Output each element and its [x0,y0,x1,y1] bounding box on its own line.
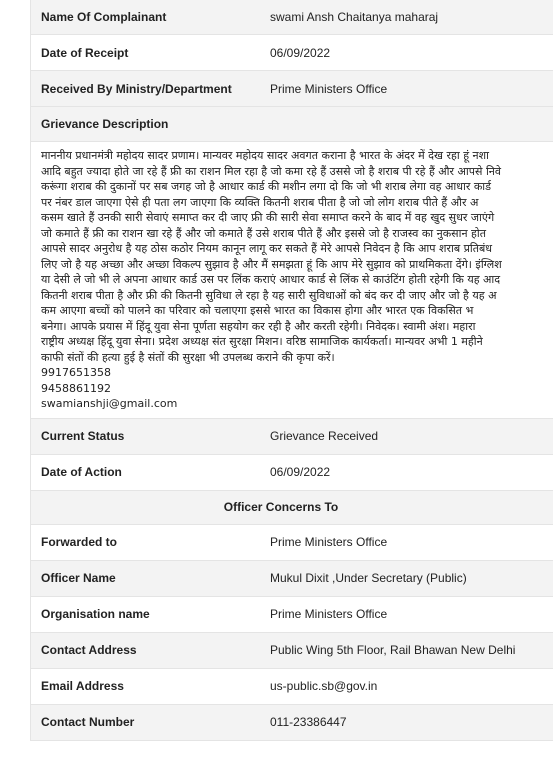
complainant-value: swami Ansh Chaitanya maharaj [270,10,439,24]
ministry-row [31,71,553,107]
officer-name-value: Mukul Dixit ,Under Secretary (Public) [270,571,467,585]
description-line: काफी संतों की हत्या हुई है संतों की सुरक्षा भी उपलब्ध कराने की कृपा करें। [41,350,335,364]
current-status-value: Grievance Received [270,429,379,443]
complainant-label: Name Of Complainant [41,10,167,24]
description-line: आदि बहुत ज्यादा होते जा रहे हैं फ्री का राशन मिल रहा है जो कमा रहे हैं उससे जो है शराब पी रहे हैं और आपसे निवे [41,164,502,178]
ministry-label: Received By Ministry/Department [41,81,232,96]
grievance-description-text [31,142,553,419]
description-line: बनेगा। आपके प्रयास में हिंदू युवा सेना पूर्णता सहयोग कर रही है और करती रहेगी। निवेदक। स्वामी अंश। महारा [41,319,476,333]
organisation-name-label: Organisation name [41,607,150,621]
receipt-date-label: Date of Receipt [41,45,129,60]
organisation-name-value: Prime Ministers Office [270,607,388,621]
description-line: या देसी ले जो भी ले अपना आधार कार्ड उस पर लिंक कराएं आधार कार्ड से लिंक से काउंटिंग होती रहेगी कि यह आद [41,273,501,286]
description-line: लिए जो है यह अच्छा और अच्छा विकल्प सुझाव है और मैं समझता हूं कि आप मेरे सुझाव को प्राथमिकता देंगे। इंग्लिश [41,257,502,271]
description-line: पर नंबर डाल जाएगा ऐसे ही पता लग जाएगा कि व्यक्ति कितनी शराब पीता है जो जो लोग शराब पीते हैं और अ [41,195,479,209]
date-of-action-value: 06/09/2022 [270,465,331,479]
description-line: कम आएगा बच्चों को पालने का परिवार को चलाएगा इससे भारत का विकास होगा और भारत एक विकसित भ [41,304,474,317]
complainant-row [31,0,553,35]
forwarded-to-row [31,525,553,561]
current-status-row [31,419,553,455]
current-status-label: Current Status [41,429,125,443]
contact-number-value: 011-23386447 [270,715,347,729]
email-address-value: us-public.sb@gov.in [270,679,378,693]
date-of-action-label: Date of Action [41,465,122,479]
email-address-label: Email Address [41,679,124,693]
forwarded-to-label: Forwarded to [41,535,118,549]
officer-name-label: Officer Name [41,571,116,585]
officer-name-row [31,561,553,597]
forwarded-to-value: Prime Ministers Office [270,535,388,549]
contact-address-value: Public Wing 5th Floor, Rail Bhawan New Delhi [270,643,516,657]
organisation-name-row [31,597,553,633]
phone-number-2: 9458861192 [41,381,111,395]
contact-address-row [31,633,553,669]
description-line: माननीय प्रधानमंत्री महोदय सादर प्रणाम। मान्यवर महोदय सादर अवगत कराना है भारत के अंदर में देख रहा हूं नशा [41,149,489,162]
ministry-value: Prime Ministers Office [270,81,388,96]
contact-number-label: Contact Number [41,715,135,729]
email-text: swamianshji@gmail.com [41,397,178,410]
description-line: राष्ट्रीय अध्यक्ष हिंदू युवा सेना। प्रदेश अध्यक्ष संत सुरक्षा मिशन। वरिष्ठ सामाजिक कार्यकर्ता। मान्यवर अभी 1 महीने [41,335,483,348]
receipt-date-value: 06/09/2022 [270,45,331,60]
contact-address-label: Contact Address [41,643,137,657]
description-line: करूंगा शराब की दुकानों पर सब जगह जो है आधार कार्ड की मशीन लगा दो कि जो भी शराब लेगा वह आधार कार्ड [41,180,491,193]
phone-number-1: 9917651358 [41,366,111,379]
description-line: कितनी शराब पीता है और फ्री की कितनी सुविधा ले रहा है यह सारी सुविधाओं को बंद कर दी जाए और जो है यह अ [41,288,497,302]
description-line: आपसे सादर अनुरोध है यह ठोस कठोर नियम कानून लागू कर सकते हैं मेरे आपसे निवेदन है कि आप शराब प्रतिबंध [41,242,493,255]
receipt-date-row [31,35,553,71]
contact-number-row [31,705,553,741]
grievance-table [30,0,553,741]
grievance-description-heading: Grievance Description [31,107,553,142]
date-of-action-row [31,455,553,491]
email-address-row [31,669,553,705]
description-line: कसम खाते हैं उनकी सारी सेवाएं समाप्त कर दी जाए फ्री की सारी सेवा समाप्त करने के बाद में वह खुद सुधर जाएंगे [41,211,495,224]
description-line: जो कमाते हैं फ्री का राशन खा रहे हैं और जो कमाते हैं उसे शराब पीते हैं और इससे जो है राजस्व का नुकसान होत [41,226,487,240]
officer-concerns-heading: Officer Concerns To [31,491,553,525]
